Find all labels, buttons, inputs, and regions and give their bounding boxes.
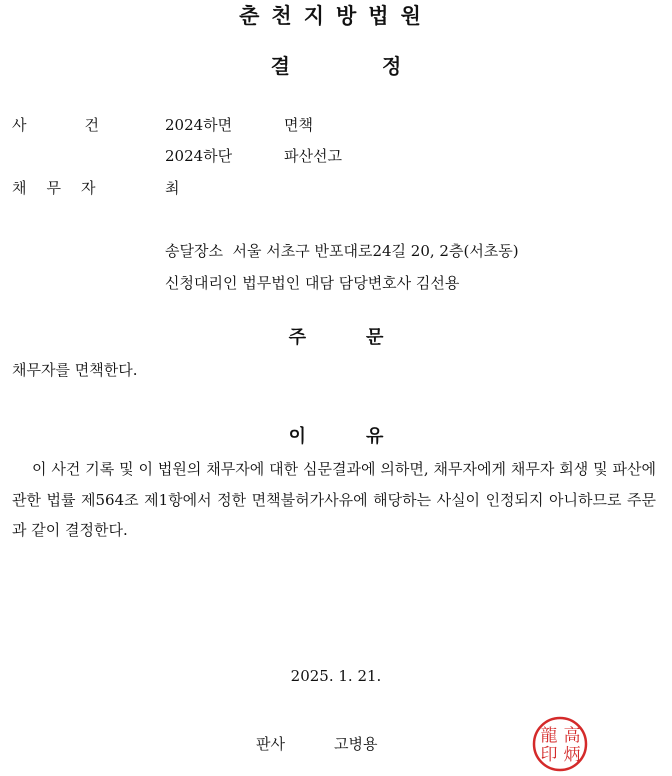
seal-char-1: 高 [563,726,581,746]
document-type: 결정 [270,54,494,78]
seal-char-3: 龍 [540,726,558,746]
seal-char-4: 印 [540,745,558,765]
case-label: 사건 [12,116,157,134]
agent-line [165,272,459,293]
reason-text: 이 사건 기록 및 이 법원의 채무자에 대한 심문결과에 의하면, 채무자에게 채무자 회생 및 파산에 관한 법률 제564조 제1항에서 정한 면책불허가사유에 해당하는 사실이 인정되지 아니하므로 주문과 같이 결정한다. [12,460,656,539]
case-name-1: 면책 [284,116,313,134]
agent-label: 신청대리인 [165,274,238,292]
judge-name: 고병용 [334,735,378,753]
order-heading: 주문 [288,327,444,348]
case-number-1: 2024하면 [165,116,233,134]
case-name-2: 파산선고 [284,147,342,165]
reason-heading: 이유 [288,426,444,447]
judge-title: 판사 [256,735,285,753]
decision-date: 2025. 1. 21. [290,667,382,685]
service-address-line [165,240,519,261]
order-text: 채무자를 면책한다. [12,361,138,379]
debtor-label: 채무자 [12,179,116,197]
seal-char-2: 炳 [563,745,581,765]
debtor-name: 최 [165,179,180,197]
court-name: 춘천지방법원 [239,4,433,28]
case-number-2: 2024하단 [165,147,233,165]
agent-value: 법무법인 대담 담당변호사 김선용 [242,274,460,292]
service-address: 서울 서초구 반포대로24길 20, 2층(서초동) [232,242,519,260]
service-label: 송달장소 [165,242,223,260]
judge-seal [532,716,588,772]
